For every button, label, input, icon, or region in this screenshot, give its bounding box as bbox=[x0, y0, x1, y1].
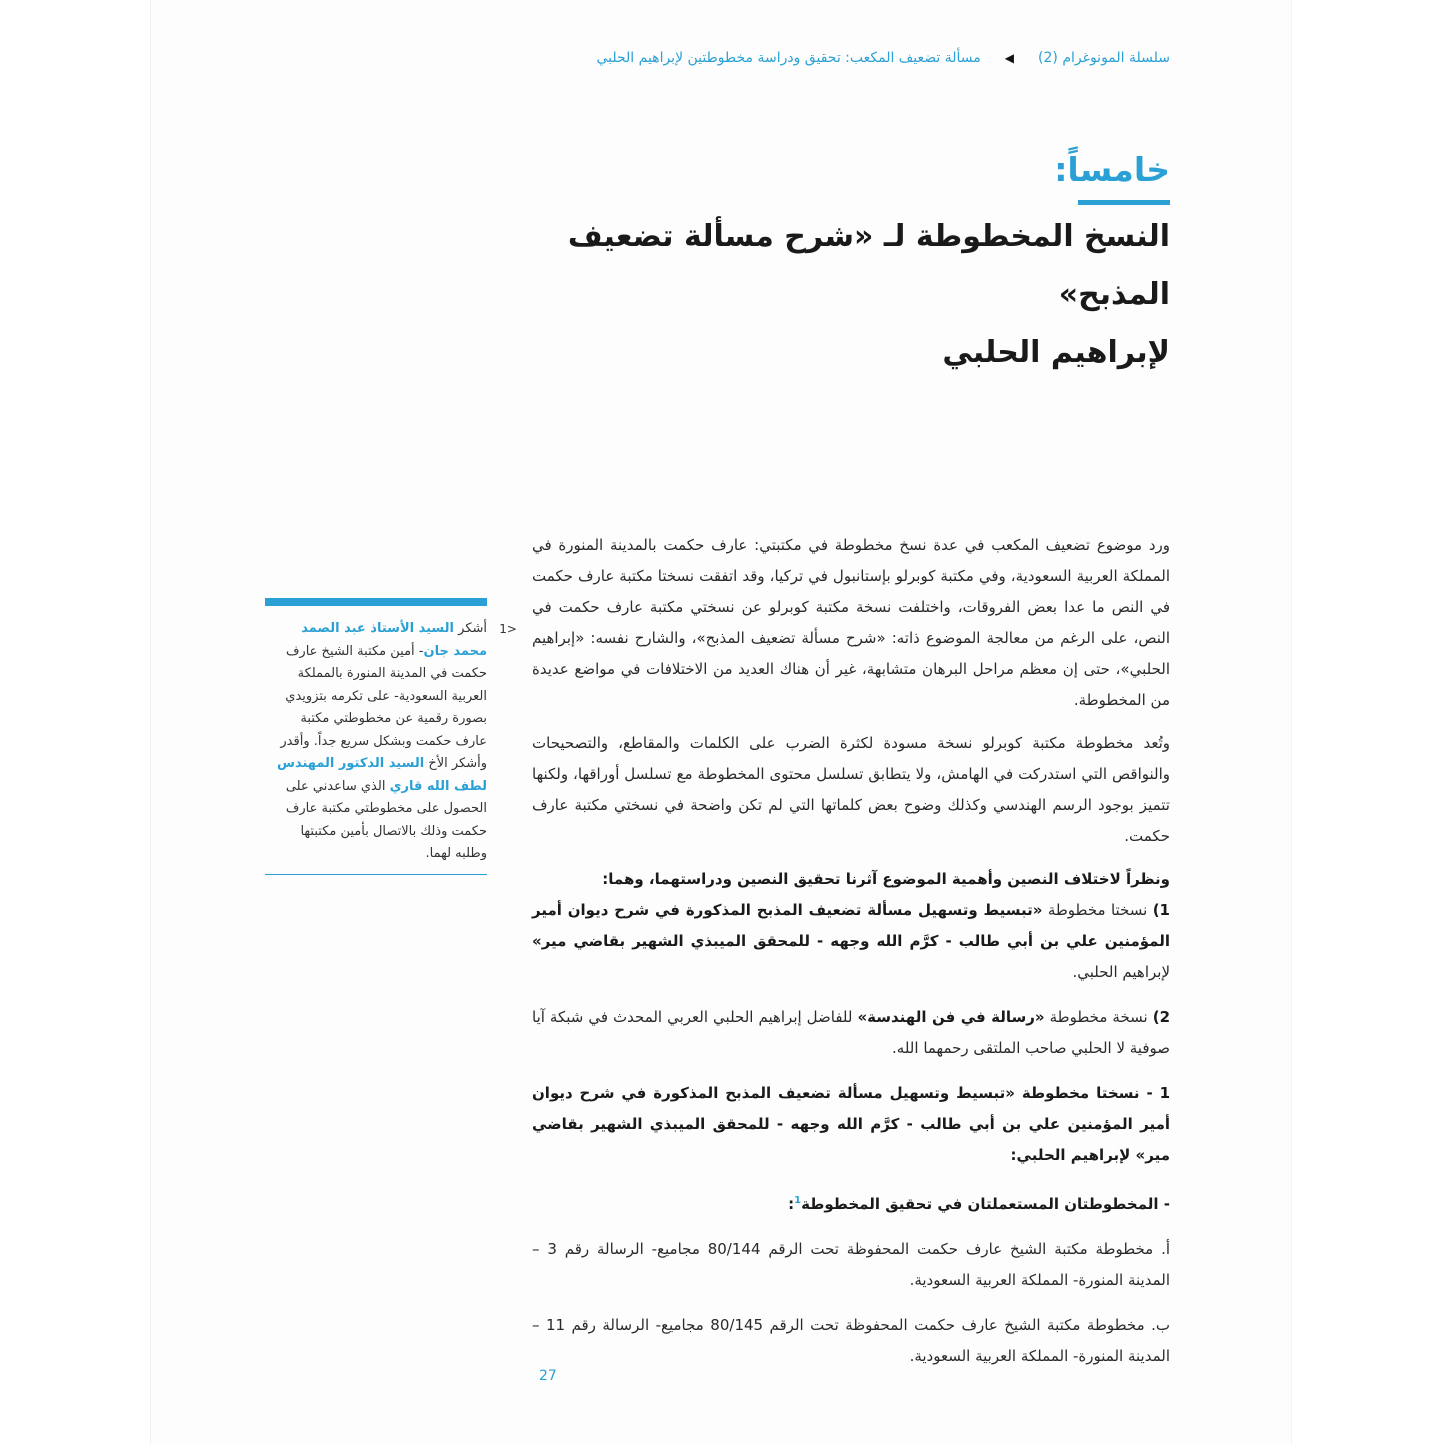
footnote-text-2: - أمين مكتبة الشيخ عارف حكمت في المدينة المنورة بالمملكة العربية السعودية- على تكرمه بتزويدي بصورة رقمية عن مخطوطتي مكتبة عارف حكمت وبشكل سريع جداً. bbox=[285, 643, 487, 749]
manuscripts-heading bbox=[532, 1185, 1170, 1220]
section-number: خامساً: bbox=[1054, 150, 1170, 189]
paragraph-3 bbox=[532, 864, 1170, 988]
footnote-name-2: السيد الدكتور المهندس لطف الله قاري bbox=[277, 756, 487, 794]
list-intro: ونظراً لاختلاف النصين وأهمية الموضوع آثرنا تحقيق النصين ودراستهما، وهما: bbox=[602, 870, 1170, 888]
section-title-line2: لإبراهيم الحلبي bbox=[942, 335, 1170, 370]
footnote-reference[interactable]: 1 bbox=[794, 1195, 802, 1206]
list-item-2-suffix: للفاضل إبراهيم الحلبي العربي المحدث في شبكة آيا صوفية لا الحلبي صاحب الملتقى رحمهما الله. bbox=[532, 1008, 1170, 1057]
footnote-text-4: الذي ساعدني على الحصول على مخطوطتي مكتبة عارف حكمت وذلك بالاتصال بأمين مكتبتها وطلبه لهما. bbox=[285, 778, 487, 861]
list-item-1-title: «تبسيط وتسهيل مسألة تضعيف المذبح المذكورة في شرح ديوان أمير المؤمنين علي بن أبي طالب - كرَّم الله وجهه - للمحقق الميبذي الشهير بقاضي مير» bbox=[532, 901, 1170, 950]
footnote-text-3: وأقدر وأشكر الأخ bbox=[280, 733, 487, 771]
footnote-sidebar bbox=[265, 598, 517, 875]
series-title: سلسلة المونوغرام (2) bbox=[1038, 50, 1170, 66]
manuscript-a: أ. مخطوطة مكتبة الشيخ عارف حكمت المحفوظة تحت الرقم 80/144 مجاميع- الرسالة رقم 3 – المدينة المنورة- المملكة العربية السعودية. bbox=[532, 1240, 1170, 1289]
section-title bbox=[470, 208, 1170, 382]
manuscripts-heading-text: - المخطوطتان المستعملتان في تحقيق المخطوطة bbox=[801, 1195, 1170, 1213]
manuscripts-heading-colon: : bbox=[788, 1195, 795, 1213]
list-item-2-number: 2) bbox=[1152, 1008, 1170, 1026]
book-title: مسألة تضعيف المكعب: تحقيق ودراسة مخطوطتين لإبراهيم الحلبي bbox=[596, 50, 981, 66]
footnote-text-1: أشكر bbox=[458, 621, 487, 636]
footnote-text bbox=[265, 618, 517, 866]
manuscript-b: ب. مخطوطة مكتبة الشيخ عارف حكمت المحفوظة تحت الرقم 80/145 مجاميع- الرسالة رقم 11 – المدينة المنورة- المملكة العربية السعودية. bbox=[532, 1316, 1170, 1365]
section-underline bbox=[1078, 200, 1170, 205]
triangle-left-icon: ◀ bbox=[1004, 51, 1015, 65]
sidebar-top-rule bbox=[265, 598, 487, 606]
list-item-1-suffix: لإبراهيم الحلبي. bbox=[1072, 963, 1170, 981]
section-title-line1: النسخ المخطوطة لـ «شرح مسألة تضعيف المذبح» bbox=[567, 219, 1170, 312]
page-number: 27 bbox=[539, 1368, 557, 1384]
paragraph-2: وتُعد مخطوطة مكتبة كوبرلو نسخة مسودة لكثرة الضرب على الكلمات والمقاطع، والتصحيحات والنواقص التي استدركت في الهامش، ولا يتطابق تسلسل محتوى المخطوطة مع تسلسل أوراقها، ولكنها تتميز بوجود الرسم الهندسي وكذلك وضوح بعض كلماتها التي لم تكن واضحة في نسختي مكتبة عارف حكمت. bbox=[532, 734, 1170, 845]
list-item-2 bbox=[532, 1002, 1170, 1064]
list-item-1-prefix: نسختا مخطوطة bbox=[1047, 901, 1148, 919]
list-item-2-prefix: نسخة مخطوطة bbox=[1049, 1008, 1148, 1026]
list-item-2-title: «رسالة في فن الهندسة» bbox=[857, 1008, 1045, 1026]
running-header bbox=[596, 50, 1170, 66]
subheading: 1 - نسختا مخطوطة «تبسيط وتسهيل مسألة تضعيف المذبح المذكورة في شرح ديوان أمير المؤمنين علي بن أبي طالب - كرَّم الله وجهه - للمحقق الميبذي الشهير بقاضي مير» لإبراهيم الحلبي: bbox=[532, 1084, 1170, 1164]
main-text-column bbox=[532, 530, 1170, 1384]
footnote-number: 1> bbox=[499, 622, 517, 636]
list-item-1-number: 1) bbox=[1152, 901, 1170, 919]
footnote-name-1: السيد الأستاذ عبد الصمد محمد جان bbox=[301, 621, 487, 659]
sidebar-bottom-rule bbox=[265, 874, 487, 875]
paragraph-1: ورد موضوع تضعيف المكعب في عدة نسخ مخطوطة في مكتبتي: عارف حكمت بالمدينة المنورة في المملكة العربية السعودية، وفي مكتبة كوبرلو بإستانبول في تركيا، وقد اتفقت نسختا مكتبة عارف حكمت في النص ما عدا بعض الفروقات، واختلفت نسخة مكتبة كوبرلو عن نسختي مكتبة عارف حكمت في النص، على الرغم من معالجة الموضوع ذاته: «شرح مسألة تضعيف المذبح»، والشارح نفسه: «إبراهيم الحلبي»، حتى إن معظم مراحل البرهان متشابهة، غير أن هناك العديد من الاختلافات في مواضع عديدة من المخطوطة. bbox=[532, 536, 1170, 709]
